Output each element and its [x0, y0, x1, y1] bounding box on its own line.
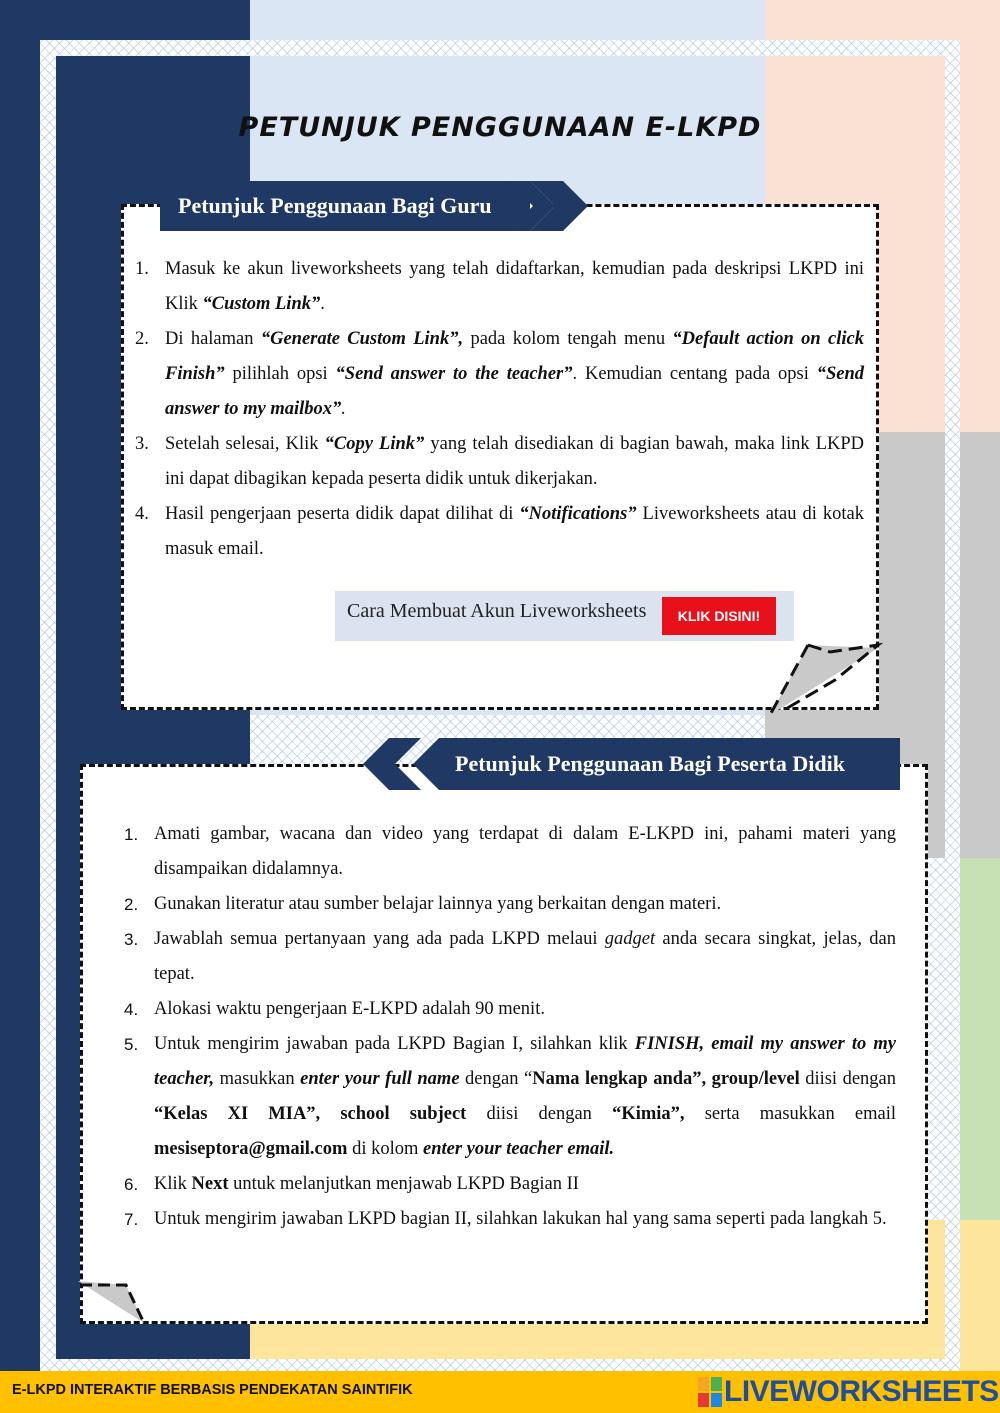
siswa-folded-corner [78, 1275, 158, 1330]
guru-step-text-part: Setelah selesai, Klik [165, 434, 325, 454]
siswa-step-text-part: Jawablah semua pertanyaan yang ada pada LKPD melaui [154, 929, 605, 949]
guru-step-text [165, 252, 864, 322]
siswa-step-text-part: FINISH, email my answer to my teacher, [154, 1034, 896, 1089]
guru-step-text-part: “Send answer to the teacher” [335, 364, 573, 384]
guru-step-text-part: “Send answer to my mailbox” [165, 364, 864, 419]
guru-step-item [135, 427, 864, 497]
siswa-step-number: 5. [124, 1035, 139, 1054]
guru-step-number: 2. [135, 329, 149, 349]
siswa-step-item [124, 1027, 896, 1167]
siswa-step-text [154, 817, 896, 887]
siswa-step-text-part: enter your full name [300, 1069, 460, 1089]
siswa-step-text-part: untuk melanjutkan menjawab LKPD Bagian II [228, 1174, 579, 1194]
siswa-heading: Petunjuk Penggunaan Bagi Peserta Didik [455, 751, 845, 776]
siswa-step-number: 6. [124, 1175, 139, 1194]
liveworksheets-logo-icon [698, 1377, 722, 1407]
guru-steps-list [135, 252, 864, 567]
siswa-steps-list [124, 817, 896, 1237]
siswa-step-item [124, 1167, 896, 1202]
siswa-step-text-part: Untuk mengirim jawaban LKPD bagian II, silahkan lakukan hal yang sama seperti pada langkah 5. [154, 1209, 887, 1229]
siswa-step-text-part: “Kimia”, [612, 1104, 685, 1124]
cara-membuat-akun-label: Cara Membuat Akun Liveworksheets [347, 600, 647, 622]
guru-step-text [165, 322, 864, 427]
guru-step-text-part: Di halaman [165, 329, 261, 349]
guru-step-text-part: . Kemudian centang pada opsi [572, 364, 817, 384]
guru-step-text-part: “Generate Custom Link”, [260, 329, 464, 349]
siswa-step-text [154, 1202, 896, 1237]
guru-step-text [165, 427, 864, 497]
guru-step-text-part: . [320, 294, 325, 314]
siswa-step-item [124, 817, 896, 887]
guru-step-text-part: . [341, 399, 346, 419]
siswa-step-text [154, 1167, 896, 1202]
siswa-step-text-part: diisi dengan [466, 1104, 613, 1124]
siswa-step-item [124, 922, 896, 992]
siswa-step-text-part: diisi dengan [799, 1069, 897, 1089]
guru-step-item [135, 322, 864, 427]
siswa-step-text-part: anda secara singkat, jelas, dan tepat. [154, 929, 896, 984]
siswa-step-text-part: “Kelas XI MIA”, school subject [154, 1104, 467, 1124]
guru-heading-ribbon [160, 181, 530, 231]
guru-step-text-part: pilihlah opsi [224, 364, 336, 384]
siswa-step-text-part: Untuk mengirim jawaban pada LKPD Bagian I, silahkan klik [154, 1034, 635, 1054]
siswa-step-text [154, 1027, 896, 1167]
footer-text: E-LKPD INTERAKTIF BERBASIS PENDEKATAN SAINTIFIK [12, 1382, 413, 1398]
siswa-step-number: 2. [124, 895, 139, 914]
guru-step-number: 1. [135, 259, 149, 279]
guru-step-text-part: “Custom Link” [202, 294, 321, 314]
guru-heading: Petunjuk Penggunaan Bagi Guru [178, 193, 492, 218]
guru-step-text [165, 497, 864, 567]
guru-step-text-part: Masuk ke akun liveworksheets yang telah didaftarkan, kemudian pada deskripsi LKPD ini Klik [165, 259, 864, 314]
siswa-step-text-part: Next [191, 1174, 229, 1194]
siswa-step-text-part: masukkan [214, 1069, 301, 1089]
siswa-step-number: 1. [124, 825, 139, 844]
siswa-step-text-part: Alokasi waktu pengerjaan E-LKPD adalah 90 menit. [154, 999, 545, 1019]
siswa-step-text [154, 887, 896, 922]
klik-disini-button[interactable]: KLIK DISINI! [662, 597, 776, 635]
guru-step-text-part: yang telah disediakan di bagian bawah, maka link LKPD ini dapat dibagikan kepada peserta didik untuk dikerjakan. [165, 434, 865, 489]
siswa-step-number: 3. [124, 930, 139, 949]
guru-step-item [135, 252, 864, 322]
guru-step-text-part: Liveworksheets atau di kotak masuk email. [165, 504, 865, 559]
siswa-step-text-part: Klik [154, 1174, 192, 1194]
guru-step-text-part: “Copy Link” [324, 434, 425, 454]
guru-step-number: 4. [135, 504, 149, 524]
siswa-step-text-part: enter your teacher email. [422, 1139, 615, 1159]
siswa-step-text-part: serta masukkan email [684, 1104, 897, 1124]
siswa-step-number: 7. [124, 1210, 139, 1229]
siswa-step-text-part: Amati gambar, wacana dan video yang terdapat di dalam E-LKPD ini, pahami materi yang disampaikan didalamnya. [154, 824, 896, 879]
siswa-step-text [154, 992, 896, 1027]
guru-ribbon-arrow [508, 181, 588, 231]
siswa-step-text-part: Nama lengkap anda”, group/level [532, 1069, 800, 1089]
siswa-step-number: 4. [124, 1000, 139, 1019]
guru-step-text-part: “Notifications” [519, 504, 637, 524]
guru-step-item [135, 497, 864, 567]
guru-step-number: 3. [135, 434, 149, 454]
page-title: PETUNJUK PENGGUNAAN E-LKPD [238, 112, 762, 143]
guru-step-text-part: “Default action on click Finish” [165, 329, 864, 384]
guru-step-text-part: pada kolom tengah menu [463, 329, 673, 349]
liveworksheets-logo[interactable] [698, 1376, 999, 1408]
siswa-step-text-part: di kolom [347, 1139, 423, 1159]
siswa-step-text-part: gadget [604, 929, 656, 949]
siswa-step-item [124, 992, 896, 1027]
guru-folded-corner [770, 640, 885, 715]
siswa-step-text [154, 922, 896, 992]
siswa-step-text-part: mesiseptora@gmail.com [154, 1139, 348, 1159]
siswa-heading-ribbon [440, 738, 900, 790]
siswa-step-item [124, 1202, 896, 1237]
siswa-step-text-part: Gunakan literatur atau sumber belajar lainnya yang berkaitan dengan materi. [154, 894, 722, 914]
liveworksheets-logo-text: LIVEWORKSHEETS [724, 1375, 999, 1408]
siswa-step-item [124, 887, 896, 922]
siswa-step-text-part: dengan “ [459, 1069, 533, 1089]
guru-step-text-part: Hasil pengerjaan peserta didik dapat dilihat di [165, 504, 520, 524]
